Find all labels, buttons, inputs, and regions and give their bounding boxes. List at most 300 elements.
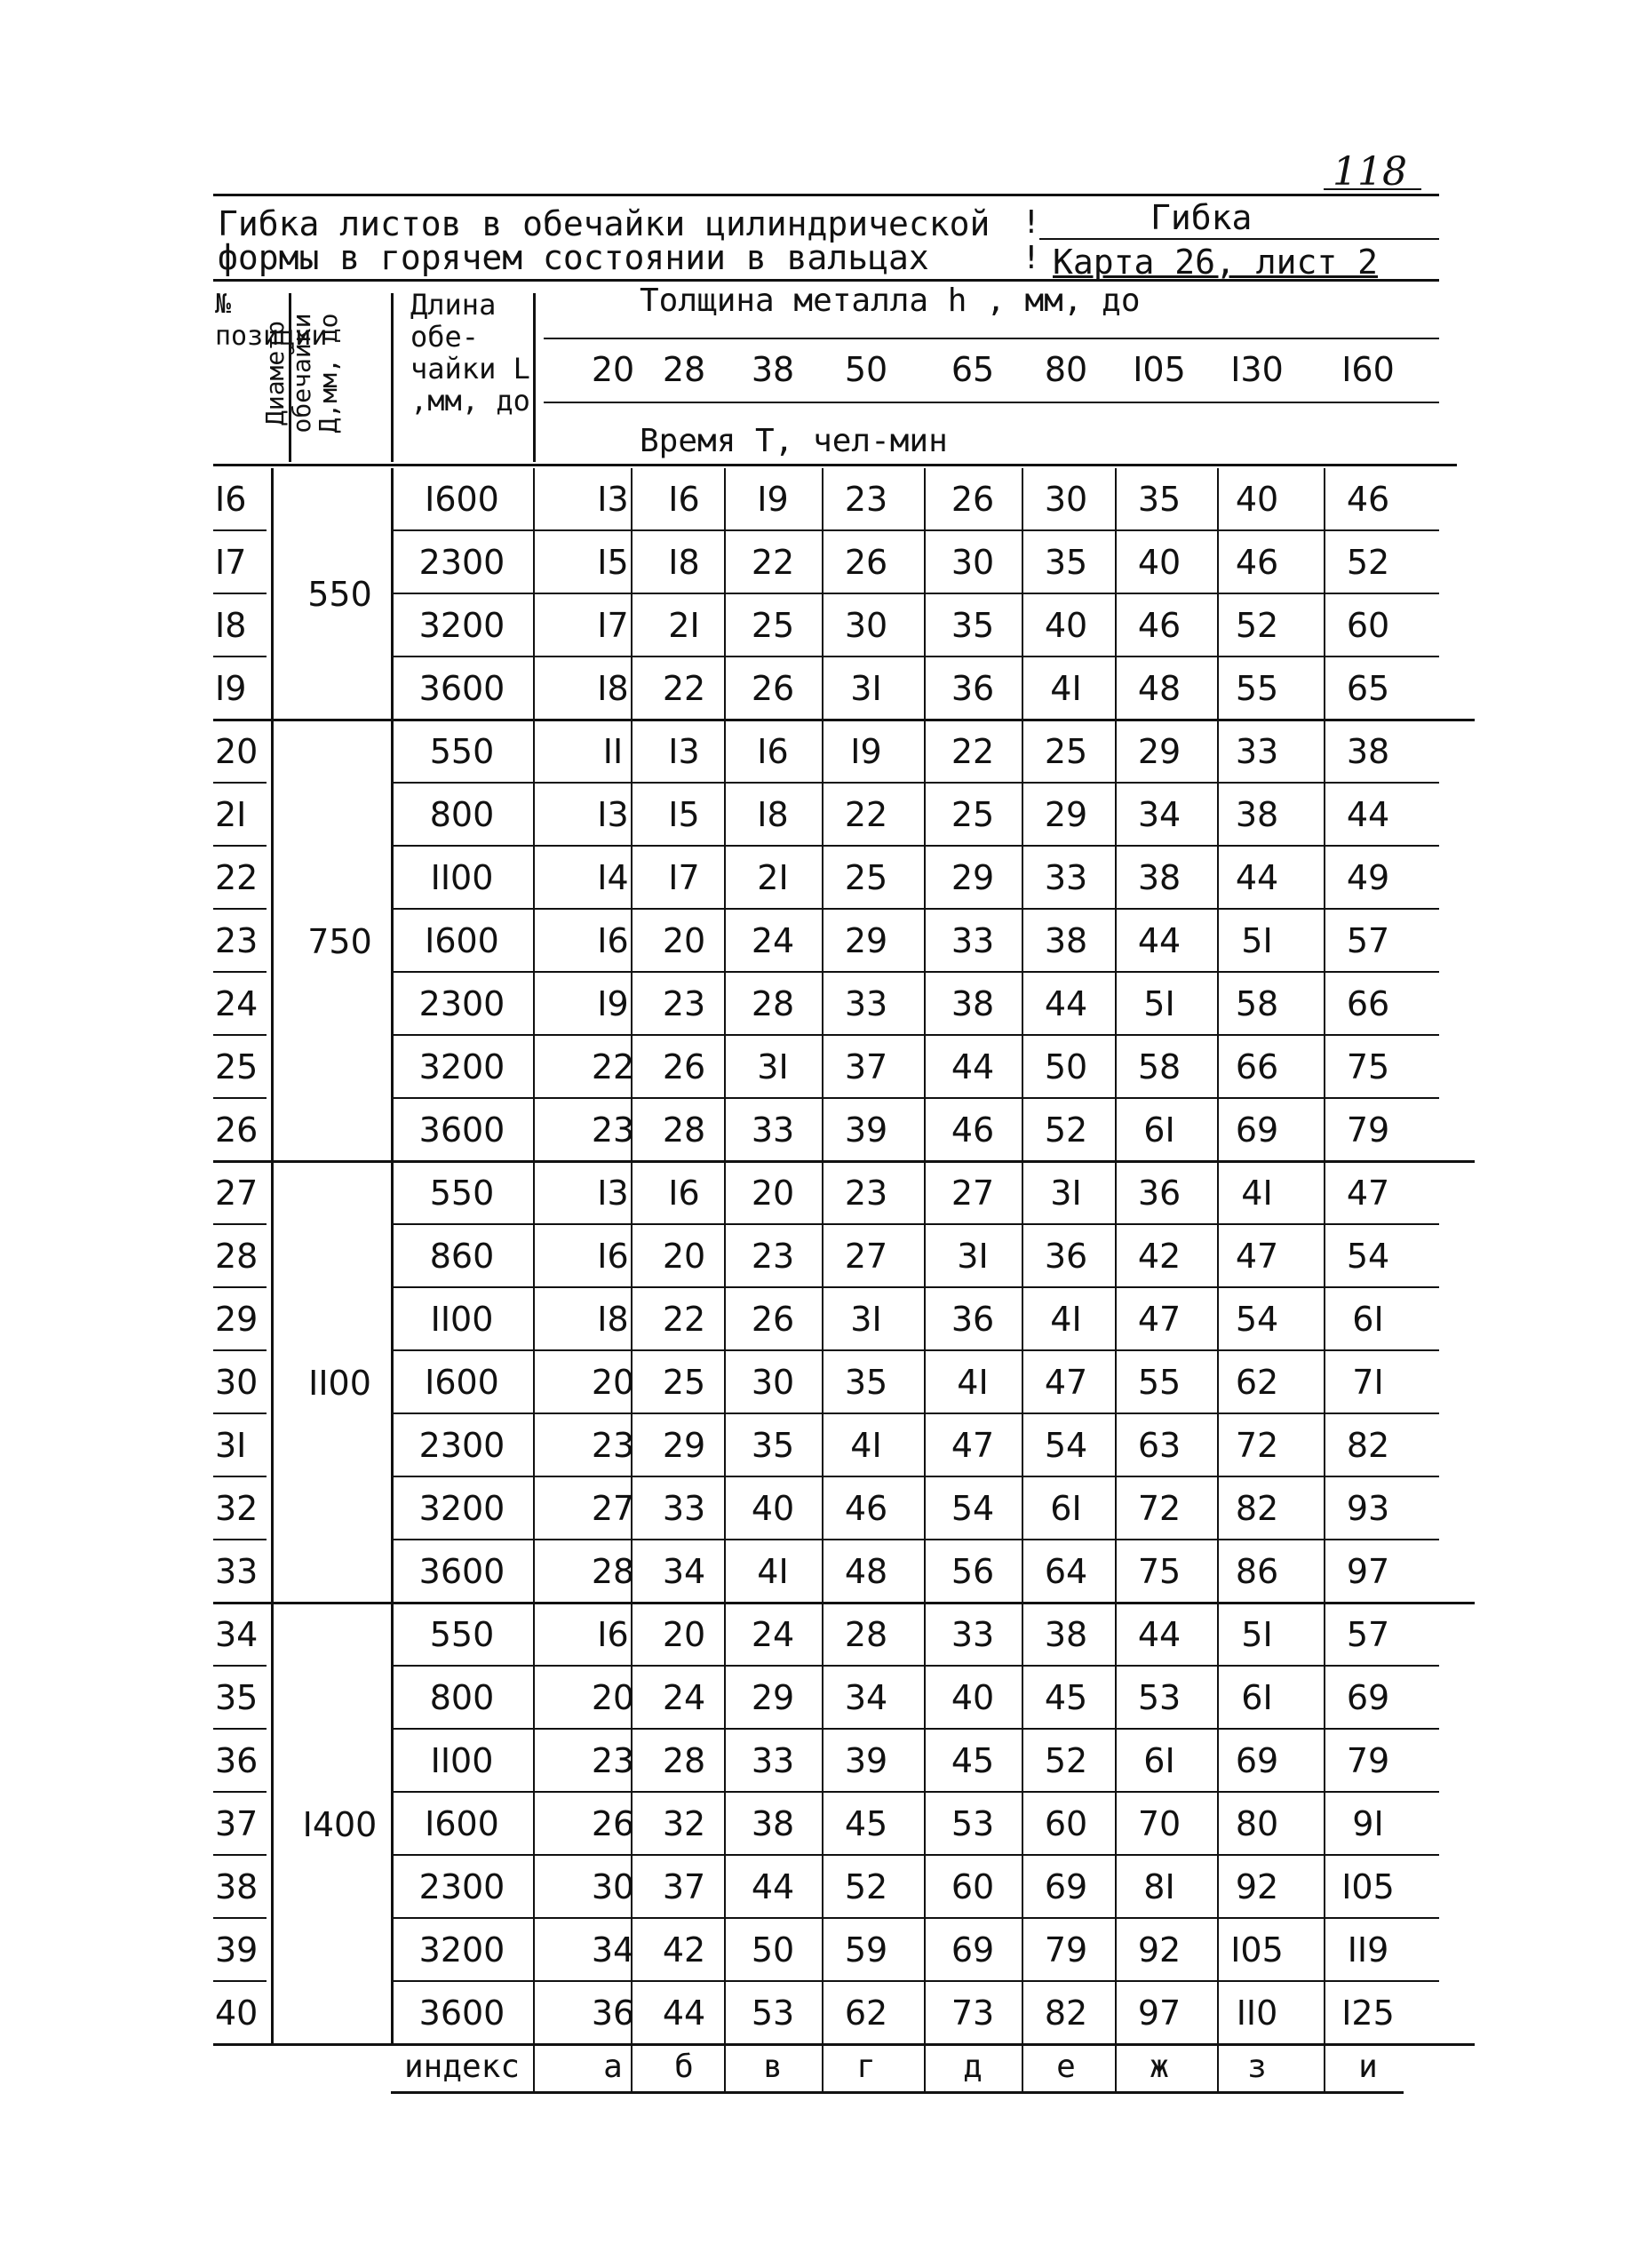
- position-number: I6: [215, 480, 247, 519]
- time-value: 27: [844, 1237, 888, 1276]
- time-value: I25: [1341, 1993, 1395, 2033]
- time-value: I6: [597, 1615, 629, 1654]
- time-value: 22: [951, 732, 995, 771]
- time-value: 26: [844, 543, 888, 582]
- time-value: 4I: [1241, 1174, 1273, 1213]
- time-value: 44: [751, 1867, 795, 1906]
- index-letter: з: [1247, 2049, 1267, 2085]
- time-value: 20: [751, 1174, 795, 1213]
- time-value: 4I: [757, 1552, 789, 1591]
- time-value: 42: [662, 1930, 706, 1970]
- time-value: 2I: [757, 858, 789, 897]
- time-value: 69: [1235, 1110, 1279, 1150]
- time-value: 40: [1137, 543, 1182, 582]
- time-value: 23: [844, 480, 888, 519]
- time-value: 20: [662, 1615, 706, 1654]
- time-value: 24: [751, 921, 795, 960]
- time-value: 46: [1235, 543, 1279, 582]
- time-value: 66: [1346, 984, 1390, 1023]
- index-letter: ж: [1150, 2049, 1169, 2085]
- value-column-divider: [533, 468, 535, 2094]
- time-value: 26: [591, 1804, 635, 1843]
- time-value: 29: [1137, 732, 1182, 771]
- length-value: 550: [429, 1174, 495, 1213]
- index-label: индекс: [403, 2049, 521, 2085]
- time-value: 38: [1044, 921, 1088, 960]
- time-value: 36: [1044, 1237, 1088, 1276]
- position-number: 34: [215, 1615, 259, 1654]
- time-value: 29: [1044, 795, 1088, 834]
- time-value: 22: [662, 669, 706, 708]
- position-number: 22: [215, 858, 259, 897]
- time-value: 52: [1235, 606, 1279, 645]
- time-value: 66: [1235, 1047, 1279, 1086]
- index-bottom-rule: [391, 2091, 1404, 2094]
- time-value: 38: [1044, 1615, 1088, 1654]
- time-value: 79: [1346, 1110, 1390, 1150]
- index-letter: г: [856, 2049, 876, 2085]
- length-value: I600: [425, 480, 499, 519]
- header-separator: !: [1022, 240, 1041, 276]
- position-number: I8: [215, 606, 247, 645]
- value-column-divider: [822, 468, 823, 2094]
- length-value: 2300: [418, 984, 505, 1023]
- time-value: I6: [757, 732, 789, 771]
- time-value: 2I: [668, 606, 700, 645]
- index-letter: б: [674, 2049, 694, 2085]
- time-value: I6: [668, 480, 700, 519]
- position-number: 25: [215, 1047, 259, 1086]
- time-value: I7: [597, 606, 629, 645]
- position-number: 36: [215, 1741, 259, 1780]
- time-value: 35: [951, 606, 995, 645]
- time-value: 36: [1137, 1174, 1182, 1213]
- index-letter: и: [1358, 2049, 1378, 2085]
- time-value: 25: [844, 858, 888, 897]
- time-value: 92: [1235, 1867, 1279, 1906]
- length-value: 3200: [418, 1930, 505, 1970]
- time-value: 48: [844, 1552, 888, 1591]
- value-column-divider: [631, 468, 633, 2094]
- time-value: 80: [1235, 1804, 1279, 1843]
- length-value: 800: [429, 1678, 495, 1717]
- time-value: 44: [1044, 984, 1088, 1023]
- time-value: 37: [662, 1867, 706, 1906]
- time-value: 64: [1044, 1552, 1088, 1591]
- time-value: I5: [597, 543, 629, 582]
- header-column-divider: [391, 293, 394, 462]
- time-value: 65: [1346, 669, 1390, 708]
- length-value: 2300: [418, 1426, 505, 1465]
- time-value: 44: [1137, 921, 1182, 960]
- time-value: 23: [591, 1426, 635, 1465]
- length-value: 2300: [418, 543, 505, 582]
- position-number: 3I: [215, 1426, 247, 1465]
- time-value: 34: [662, 1552, 706, 1591]
- time-value: 97: [1137, 1993, 1182, 2033]
- time-value: 29: [951, 858, 995, 897]
- value-column-divider: [1022, 468, 1023, 2094]
- position-number: 2I: [215, 795, 247, 834]
- time-value: 55: [1235, 669, 1279, 708]
- time-value: 54: [1044, 1426, 1088, 1465]
- position-column-label: № позиции: [215, 289, 328, 352]
- thickness-value: I60: [1341, 350, 1395, 389]
- page-number-underline: [1324, 188, 1421, 190]
- time-value: I9: [757, 480, 789, 519]
- time-value: 32: [662, 1804, 706, 1843]
- time-value: 54: [1346, 1237, 1390, 1276]
- time-value: 45: [951, 1741, 995, 1780]
- time-value: 33: [951, 1615, 995, 1654]
- time-value: I9: [597, 984, 629, 1023]
- diameter-value: I400: [302, 1804, 378, 1844]
- time-value: I8: [597, 1300, 629, 1339]
- time-value: 52: [844, 1867, 888, 1906]
- time-value: 30: [751, 1363, 795, 1402]
- time-value: 20: [591, 1363, 635, 1402]
- time-value: I9: [850, 732, 882, 771]
- time-value: 40: [751, 1489, 795, 1528]
- length-value: 3200: [418, 1047, 505, 1086]
- time-value: I3: [597, 1174, 629, 1213]
- time-value: 54: [951, 1489, 995, 1528]
- time-value: 44: [662, 1993, 706, 2033]
- time-value: 8I: [1143, 1867, 1175, 1906]
- time-value: 38: [751, 1804, 795, 1843]
- position-number: 27: [215, 1174, 259, 1213]
- diameter-column-label: Диаметр обечайки Д,мм, до: [260, 313, 343, 434]
- time-value: 50: [1044, 1047, 1088, 1086]
- value-column-divider: [1324, 468, 1325, 2094]
- time-value: I6: [597, 1237, 629, 1276]
- time-value: 53: [751, 1993, 795, 2033]
- time-value: 27: [591, 1489, 635, 1528]
- time-value: 72: [1137, 1489, 1182, 1528]
- thickness-value: 38: [751, 350, 795, 389]
- time-value: 62: [844, 1993, 888, 2033]
- time-value: 46: [844, 1489, 888, 1528]
- time-value: II9: [1347, 1930, 1389, 1970]
- time-value: 25: [951, 795, 995, 834]
- time-value: 40: [1235, 480, 1279, 519]
- group-column-divider: [391, 468, 394, 720]
- time-value: 22: [591, 1047, 635, 1086]
- diameter-value: II00: [308, 1363, 371, 1403]
- time-value: 53: [951, 1804, 995, 1843]
- time-value: I4: [597, 858, 629, 897]
- time-value: 69: [1235, 1741, 1279, 1780]
- right-title: Гибка: [1150, 198, 1253, 237]
- time-value: 47: [1235, 1237, 1279, 1276]
- time-value: 40: [951, 1678, 995, 1717]
- position-number: 29: [215, 1300, 259, 1339]
- time-value: 35: [844, 1363, 888, 1402]
- group-column-divider: [391, 1604, 394, 2045]
- thickness-value: I05: [1133, 350, 1186, 389]
- time-value: 38: [1137, 858, 1182, 897]
- time-value: I3: [597, 795, 629, 834]
- time-value: 33: [951, 921, 995, 960]
- time-value: 35: [1044, 543, 1088, 582]
- position-number: 26: [215, 1110, 259, 1150]
- thickness-header: Толщина металла h , мм, до: [640, 283, 1141, 319]
- thickness-value: I30: [1230, 350, 1284, 389]
- time-value: 59: [844, 1930, 888, 1970]
- time-value: 25: [1044, 732, 1088, 771]
- thickness-header-rule: [544, 338, 1439, 339]
- time-value: 24: [662, 1678, 706, 1717]
- diameter-value: 750: [307, 921, 372, 961]
- time-value: 45: [1044, 1678, 1088, 1717]
- time-value: 22: [751, 543, 795, 582]
- length-value: 3200: [418, 606, 505, 645]
- time-value: II: [602, 732, 624, 771]
- position-number: 24: [215, 984, 259, 1023]
- card-label: Карта 26, лист 2: [1053, 243, 1379, 282]
- value-column-divider: [1115, 468, 1117, 2094]
- thickness-value: 80: [1044, 350, 1088, 389]
- time-value: I3: [597, 480, 629, 519]
- time-value: 23: [844, 1174, 888, 1213]
- time-value: I8: [757, 795, 789, 834]
- time-value: 20: [662, 921, 706, 960]
- time-value: 69: [1346, 1678, 1390, 1717]
- time-value: 20: [591, 1678, 635, 1717]
- time-value: 52: [1044, 1741, 1088, 1780]
- position-number: I9: [215, 669, 247, 708]
- length-value: 3600: [418, 1552, 505, 1591]
- header-column-divider: [289, 293, 291, 462]
- length-value: 2300: [418, 1867, 505, 1906]
- time-value: 79: [1044, 1930, 1088, 1970]
- time-value: 44: [1137, 1615, 1182, 1654]
- time-value: 33: [844, 984, 888, 1023]
- time-value: 39: [844, 1741, 888, 1780]
- index-letter: е: [1056, 2049, 1076, 2085]
- time-value: 58: [1137, 1047, 1182, 1086]
- time-value: 75: [1137, 1552, 1182, 1591]
- length-value: 3600: [418, 1993, 505, 2033]
- time-value: 44: [1235, 858, 1279, 897]
- length-value: 3200: [418, 1489, 505, 1528]
- time-value: I8: [597, 669, 629, 708]
- index-letter: д: [963, 2049, 983, 2085]
- time-value: 22: [844, 795, 888, 834]
- time-value: 47: [1044, 1363, 1088, 1402]
- time-value: 92: [1137, 1930, 1182, 1970]
- position-number: 37: [215, 1804, 259, 1843]
- position-number: I7: [215, 543, 247, 582]
- time-value: 69: [951, 1930, 995, 1970]
- index-letter: а: [603, 2049, 623, 2085]
- time-value: 23: [591, 1741, 635, 1780]
- time-value: 6I: [1143, 1110, 1175, 1150]
- position-number: 40: [215, 1993, 259, 2033]
- time-value: 56: [951, 1552, 995, 1591]
- time-value: I05: [1341, 1867, 1395, 1906]
- time-value: 26: [751, 1300, 795, 1339]
- time-value: 47: [1137, 1300, 1182, 1339]
- time-value: I3: [668, 732, 700, 771]
- time-value: 50: [751, 1930, 795, 1970]
- position-number: 23: [215, 921, 259, 960]
- time-value: 30: [844, 606, 888, 645]
- length-value: 3600: [418, 669, 505, 708]
- time-value: 28: [844, 1615, 888, 1654]
- length-value: 800: [429, 795, 495, 834]
- time-value: 3I: [850, 669, 882, 708]
- group-column-divider: [271, 1604, 274, 2045]
- time-value: 46: [1346, 480, 1390, 519]
- time-value: 26: [751, 669, 795, 708]
- thickness-value: 50: [844, 350, 888, 389]
- time-value: 47: [951, 1426, 995, 1465]
- time-value: I8: [668, 543, 700, 582]
- time-value: 48: [1137, 669, 1182, 708]
- group-column-divider: [391, 1162, 394, 1604]
- position-number: 28: [215, 1237, 259, 1276]
- length-value: I600: [425, 1804, 499, 1843]
- right-title-underline: [1039, 238, 1439, 240]
- time-value: 60: [1346, 606, 1390, 645]
- time-value: 26: [662, 1047, 706, 1086]
- value-column-divider: [924, 468, 926, 2094]
- time-value: 63: [1137, 1426, 1182, 1465]
- time-value: 86: [1235, 1552, 1279, 1591]
- position-number: 30: [215, 1363, 259, 1402]
- position-number: 38: [215, 1867, 259, 1906]
- time-value: 33: [1235, 732, 1279, 771]
- thickness-value: 20: [591, 350, 635, 389]
- length-column-label: Длина обе- чайки L ,мм, до: [410, 288, 530, 418]
- time-value: 22: [662, 1300, 706, 1339]
- time-value: 34: [844, 1678, 888, 1717]
- group-column-divider: [271, 468, 274, 720]
- time-value: 33: [1044, 858, 1088, 897]
- time-value: 44: [1346, 795, 1390, 834]
- time-value: 73: [951, 1993, 995, 2033]
- time-value: 97: [1346, 1552, 1390, 1591]
- time-value: 37: [844, 1047, 888, 1086]
- time-value: 38: [1235, 795, 1279, 834]
- header-body-rule: [213, 464, 1457, 466]
- position-number: 33: [215, 1552, 259, 1591]
- index-letter: в: [763, 2049, 783, 2085]
- header-top-rule: [213, 194, 1439, 196]
- length-value: II00: [430, 858, 494, 897]
- length-value: 3600: [418, 1110, 505, 1150]
- time-value: 4I: [1050, 669, 1082, 708]
- time-value: 28: [662, 1110, 706, 1150]
- time-value: 33: [751, 1741, 795, 1780]
- length-value: 550: [429, 1615, 495, 1654]
- time-value: 46: [951, 1110, 995, 1150]
- group-column-divider: [391, 720, 394, 1162]
- value-column-divider: [724, 468, 726, 2094]
- time-value: 49: [1346, 858, 1390, 897]
- header-bottom-rule: [213, 279, 1439, 282]
- time-value: 4I: [1050, 1300, 1082, 1339]
- time-value: 5I: [1241, 1615, 1273, 1654]
- time-value: 3I: [850, 1300, 882, 1339]
- header-column-divider: [533, 293, 536, 462]
- time-value: 47: [1346, 1174, 1390, 1213]
- time-value: 57: [1346, 1615, 1390, 1654]
- time-value: 70: [1137, 1804, 1182, 1843]
- time-value: 30: [591, 1867, 635, 1906]
- thickness-value: 65: [951, 350, 995, 389]
- time-value: 29: [751, 1678, 795, 1717]
- group-column-divider: [271, 720, 274, 1162]
- time-value: 79: [1346, 1741, 1390, 1780]
- length-value: II00: [430, 1300, 494, 1339]
- time-value: 28: [662, 1741, 706, 1780]
- time-value: 24: [751, 1615, 795, 1654]
- diameter-value: 550: [307, 575, 372, 614]
- time-value: I6: [668, 1174, 700, 1213]
- length-value: I600: [425, 1363, 499, 1402]
- time-value: 60: [951, 1867, 995, 1906]
- thickness-value: 28: [662, 350, 706, 389]
- time-value: 52: [1044, 1110, 1088, 1150]
- time-value: 4I: [957, 1363, 989, 1402]
- time-value: 53: [1137, 1678, 1182, 1717]
- time-value: 60: [1044, 1804, 1088, 1843]
- time-value: 3I: [1050, 1174, 1082, 1213]
- time-value: I6: [597, 921, 629, 960]
- time-value: 93: [1346, 1489, 1390, 1528]
- time-value: 25: [751, 606, 795, 645]
- time-value: 20: [662, 1237, 706, 1276]
- time-value: 6I: [1050, 1489, 1082, 1528]
- time-value: I7: [668, 858, 700, 897]
- length-value: II00: [430, 1741, 494, 1780]
- time-value: 62: [1235, 1363, 1279, 1402]
- time-value: 33: [751, 1110, 795, 1150]
- position-number: 35: [215, 1678, 259, 1717]
- time-value: 6I: [1241, 1678, 1273, 1717]
- title-line-2: формы в горячем состоянии в вальцах: [218, 238, 929, 277]
- position-number: 39: [215, 1930, 259, 1970]
- time-value: 5I: [1241, 921, 1273, 960]
- thickness-values-rule: [544, 402, 1439, 403]
- time-value: 52: [1346, 543, 1390, 582]
- time-value: 23: [591, 1110, 635, 1150]
- time-value: 4I: [850, 1426, 882, 1465]
- time-value: 35: [1137, 480, 1182, 519]
- time-value: 55: [1137, 1363, 1182, 1402]
- time-value: 34: [591, 1930, 635, 1970]
- time-value: 3I: [957, 1237, 989, 1276]
- time-value: 5I: [1143, 984, 1175, 1023]
- time-value: 29: [662, 1426, 706, 1465]
- time-value: 42: [1137, 1237, 1182, 1276]
- time-value: 30: [1044, 480, 1088, 519]
- time-value: I5: [668, 795, 700, 834]
- time-value: 28: [751, 984, 795, 1023]
- time-value: 36: [951, 669, 995, 708]
- time-value: 34: [1137, 795, 1182, 834]
- title-line-1: Гибка листов в обечайки цилиндрической: [218, 204, 991, 243]
- time-value: 9I: [1352, 1804, 1384, 1843]
- time-value: II0: [1236, 1993, 1278, 2033]
- time-value: 46: [1137, 606, 1182, 645]
- time-value: 36: [591, 1993, 635, 2033]
- time-value: 57: [1346, 921, 1390, 960]
- group-column-divider: [271, 1162, 274, 1604]
- value-column-divider: [1217, 468, 1219, 2094]
